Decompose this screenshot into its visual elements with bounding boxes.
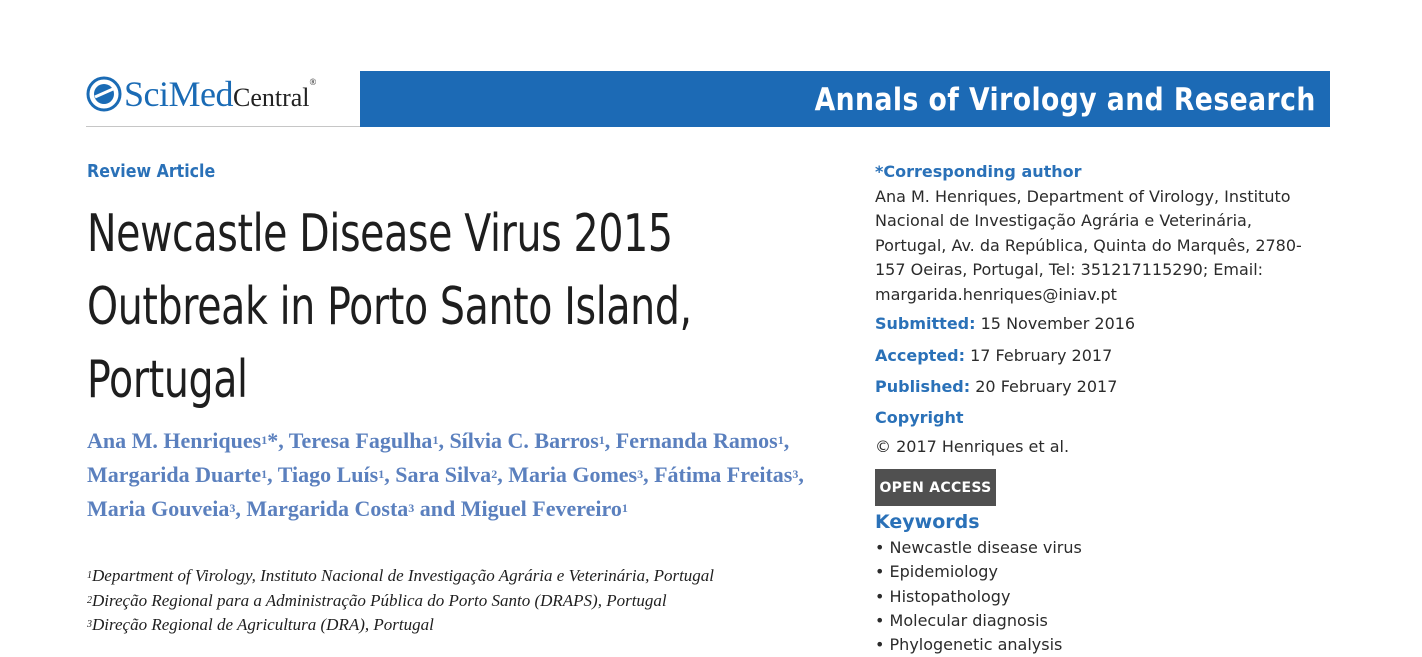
affiliation-list [87,564,847,638]
affiliation-number: 1 [87,570,92,581]
affiliation-item [87,589,847,614]
author-name: Margarida Duarte [87,462,262,487]
journal-header [86,71,1330,127]
scimedcentral-logo[interactable] [86,71,360,127]
author-name: Margarida Costa [246,496,409,521]
author-name: Ana M. Henriques [87,428,262,453]
article-title: Newcastle Disease Virus 2015 Outbreak in Porto Santo Island, Portugal [87,204,692,410]
author-name: Sílvia C. Barros [449,428,599,453]
author-affiliation-number: 1 [378,467,385,481]
author-separator: and [414,496,461,521]
keyword-item: • Molecular diagnosis [875,609,1082,633]
author-separator: , [267,462,278,487]
copyright-value: © 2017 Henriques et al. [875,437,1070,456]
affiliation-number: 3 [87,619,92,630]
author-affiliation-number: 3 [229,501,236,515]
logo-registered-mark: ® [309,77,317,87]
published-label: Published: [875,377,971,396]
copyright-label: Copyright [875,408,964,427]
keyword-list [875,536,1082,657]
author-separator: , [643,462,655,487]
author-affiliation-number: 1 [261,433,268,447]
author-name: Fernanda Ramos [615,428,778,453]
author-list [87,424,817,526]
author-separator: , [384,462,396,487]
keywords-label: Keywords [875,511,980,533]
published-value: 20 February 2017 [975,377,1118,396]
author-affiliation-number: 1 [261,467,268,481]
corresponding-mark: * [267,428,279,453]
keyword-item: • Histopathology [875,585,1082,609]
submitted-value: 15 November 2016 [980,314,1136,333]
corresponding-author-label: *Corresponding author [875,162,1082,181]
author-separator: , [604,428,616,453]
author-separator: , [278,428,289,453]
corresponding-author-text: Ana M. Henriques, Department of Virology, Instituto Nacional de Investigação Agrária e Veterinária, Portugal, Av. da República, Quinta do Marquês, 2780-157 Oeiras, Portugal, Tel: 351217115290; Email: margarida.henriques@iniav.pt [875,187,1302,304]
author-separator: , [783,428,790,453]
journal-title-bar [360,71,1330,127]
logo-wordmark [124,73,316,115]
author-name: Miguel Fevereiro [460,496,622,521]
accepted-row [875,346,1112,365]
logo-scimed-text: SciMed [124,74,233,114]
affiliation-text: Direção Regional para a Administração Pública do Porto Santo (DRAPS), Portugal [92,590,667,610]
article-type: Review Article [87,161,216,182]
author-affiliation-number: 2 [491,467,498,481]
accepted-label: Accepted: [875,346,966,365]
author-separator: , [438,428,450,453]
author-affiliation-number: 1 [432,433,439,447]
author-name: Teresa Fagulha [288,428,433,453]
author-name: Maria Gomes [508,462,638,487]
author-separator: , [798,462,804,487]
author-affiliation-number: 3 [408,501,415,515]
author-affiliation-number: 1 [621,501,628,515]
submitted-label: Submitted: [875,314,976,333]
author-separator: , [235,496,247,521]
affiliation-item [87,564,847,589]
affiliation-text: Department of Virology, Instituto Nacional de Investigação Agrária e Veterinária, Portugal [92,566,715,585]
affiliation-number: 2 [87,594,92,606]
logo-central-text: Central [233,83,310,112]
published-row [875,377,1117,396]
affiliation-text: Direção Regional de Agricultura (DRA), Portugal [92,615,434,634]
journal-title[interactable]: Annals of Virology and Research [814,82,1316,118]
author-affiliation-number: 3 [637,467,644,481]
author-name: Fátima Freitas [654,462,793,487]
keyword-item: • Phylogenetic analysis [875,633,1082,657]
author-affiliation-number: 1 [777,433,784,447]
author-name: Maria Gouveia [87,496,230,521]
logo-mark-icon [86,76,122,112]
author-name: Tiago Luís [277,462,379,487]
keyword-item: • Epidemiology [875,560,1082,584]
author-separator: , [497,462,509,487]
submitted-row [875,314,1135,333]
open-access-badge: OPEN ACCESS [875,469,996,506]
author-name: Sara Silva [395,462,492,487]
author-affiliation-number: 1 [598,433,605,447]
affiliation-item [87,613,847,638]
keyword-item: • Newcastle disease virus [875,536,1082,560]
accepted-value: 17 February 2017 [970,346,1113,365]
author-affiliation-number: 3 [792,467,799,481]
